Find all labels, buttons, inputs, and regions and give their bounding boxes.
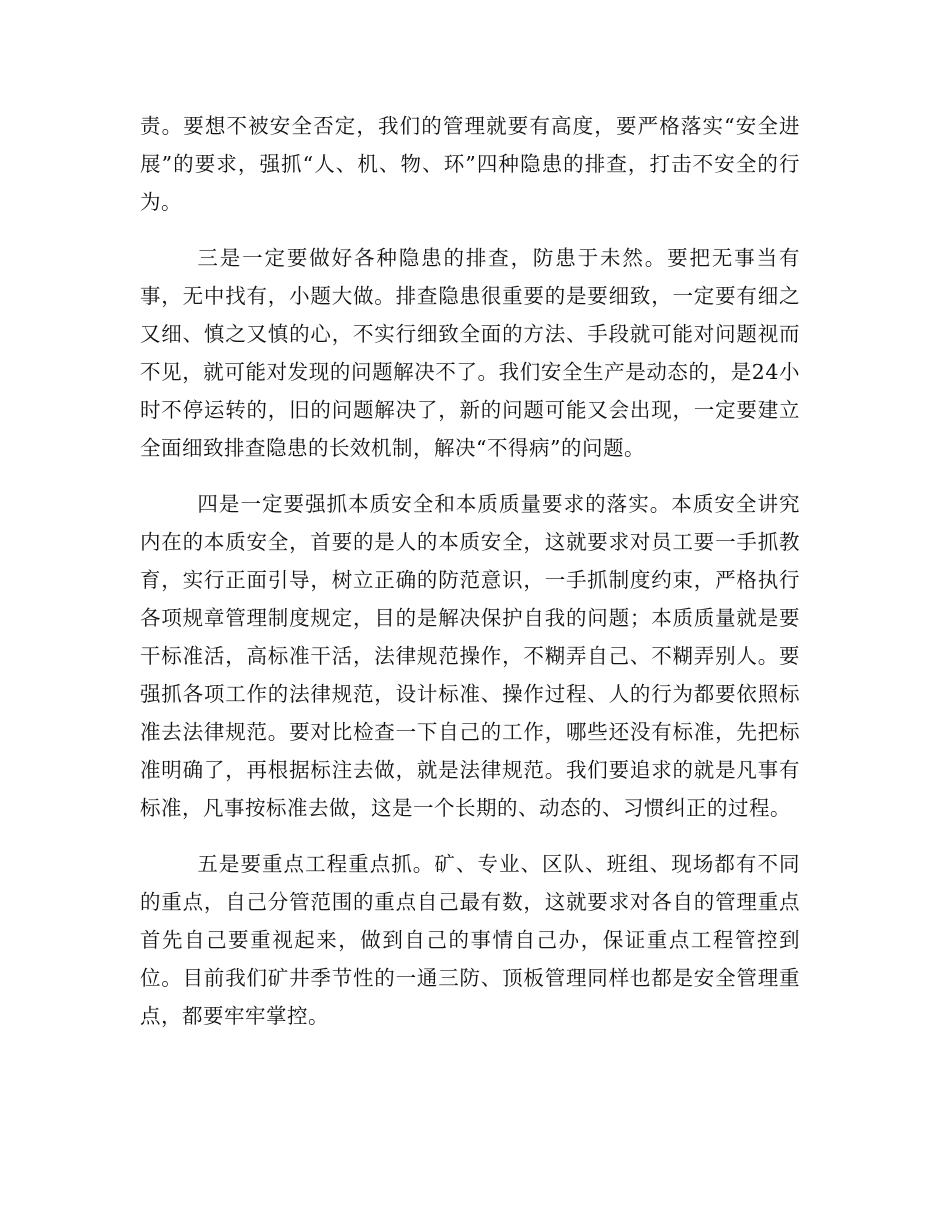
paragraph-point-four: 四是一定要强抓本质安全和本质质量要求的落实。本质安全讲究内在的本质安全，首要的是人的本质安全，这就要求对员工要一手抓教育，实行正面引导，树立正确的防范意识，一手抓制度约束，严格执行各项规章管理制度规定，目的是解决保护自我的问题；本质质量就是要干标准活，高标准干活，法律规范操作，不糊弄自己、不糊弄别人。要强抓各项工作的法律规范，设计标准、操作过程、人的行为都要依照标准去法律规范。要对比检查一下自己的工作，哪些还没有标准，先把标准明确了，再根据标注去做，就是法律规范。我们要追求的就是凡事有标准，凡事按标准去做，这是一个长期的、动态的、习惯纠正的过程。: [140, 492, 800, 820]
paragraph-point-five: 五是要重点工程重点抓。矿、专业、区队、班组、现场都有不同的重点，自己分管范围的重点自己最有数，这就要求对各自的管理重点首先自己要重视起来，做到自己的事情自己办，保证重点工程管控到位。目前我们矿井季节性的一通三防、顶板管理同样也都是安全管理重点，都要牢牢掌控。: [140, 852, 800, 1028]
paragraph-point-three: 三是一定要做好各种隐患的排查，防患于未然。要把无事当有事，无中找有，小题大做。排查隐患很重要的是要细致，一定要有细之又细、慎之又慎的心，不实行细致全面的方法、手段就可能对问题视而不见，就可能对发现的问题解决不了。我们安全生产是动态的，是24小时不停运转的，旧的问题解决了，新的问题可能又会出现，一定要建立全面细致排查隐患的长效机制，解决“不得病”的问题。: [140, 246, 800, 460]
document-body: [140, 107, 800, 1035]
paragraph-continuation: 责。要想不被安全否定，我们的管理就要有高度，要严格落实“安全进展”的要求，强抓“人、机、物、环”四种隐患的排查，打击不安全的行为。: [140, 114, 800, 214]
